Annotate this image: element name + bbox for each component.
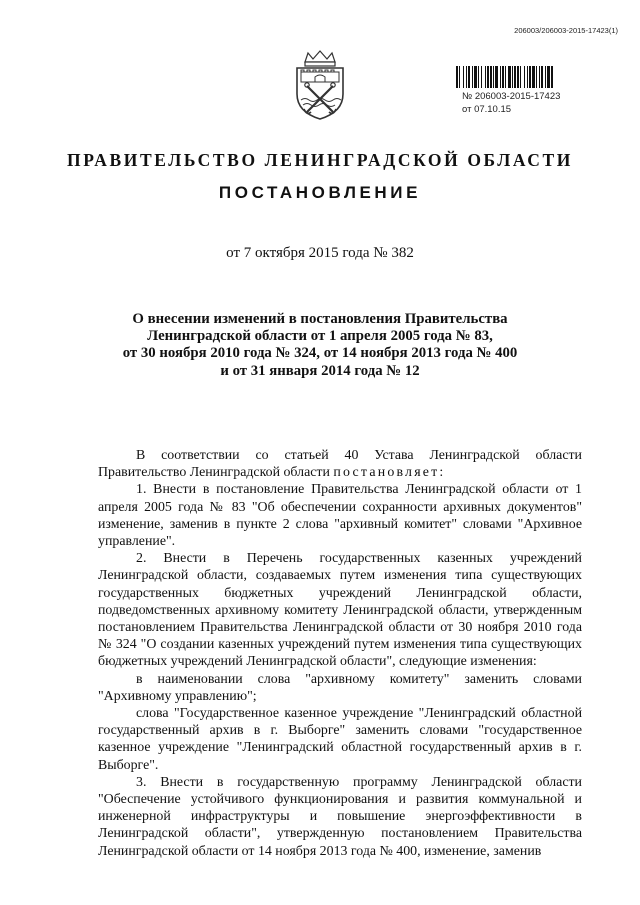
title-line: и от 31 января 2014 года № 12: [220, 362, 420, 379]
document-type: ПОСТАНОВЛЕНИЕ: [218, 183, 422, 202]
document-dateline: от 7 октября 2015 года № 382: [226, 245, 414, 261]
body-paragraph: слова "Государственное казенное учреждение "Ленинградский областной государственный архив в г. Выборге" заменить словами "государственное казенное учреждение "Ленинградский областной государственный архив в г. Выборге".: [98, 706, 582, 773]
title-line: Ленинградской области от 1 апреля 2005 года № 83,: [147, 328, 493, 345]
barcode: [455, 66, 620, 88]
intro-text: В соответствии со статьей 40 Устава Ленинградской области Правительство Ленинградской области: [98, 448, 582, 481]
body-paragraph: 1. Внести в постановление Правительства Ленинградской области от 1 апреля 2005 года № 83 "Об обеспечении сохранности архивных документов" изменение, заменив в пункте 2 слова "архивный комитет" словами "Архивное управление".: [98, 482, 582, 550]
document-title: [0, 311, 640, 380]
body-paragraph: в наименовании слова "архивному комитету" заменить словами "Архивному управлению";: [98, 671, 582, 704]
government-name: ПРАВИТЕЛЬСТВО ЛЕНИНГРАДСКОЙ ОБЛАСТИ: [66, 150, 574, 170]
registration-number: № 206003-2015-17423: [462, 91, 561, 102]
leningrad-oblast-coat-of-arms-icon: [291, 48, 349, 122]
body-paragraph: 2. Внести в Перечень государственных казенных учреждений Ленинградской области, создаваемых путем изменения типа существующих государственных бюджетных учреждений Ленинградской области, подведомственных архивному комитету Ленинградской области, утвержденным постановлением Правительства Ленинградской области от 30 ноября 2010 года № 324 "О создании казенных учреждений путем изменения типа существующих бюджетных учреждений Ленинградской области", следующие изменения:: [98, 551, 582, 670]
title-line: О внесении изменений в постановления Правительства: [132, 311, 508, 327]
intro-paragraph: [98, 447, 582, 481]
title-line: от 30 ноября 2010 года № 324, от 14 ноября 2013 года № 400: [122, 345, 518, 362]
document-body: [98, 447, 582, 860]
document-code: 206003/206003-2015-17423(1): [514, 26, 618, 35]
registration-date: от 07.10.15: [462, 104, 512, 115]
body-paragraph: 3. Внести в государственную программу Ленинградской области "Обеспечение устойчивого функционирования и развития коммунальной и инженерной инфраструктуры и повышение энергоэффективности в Ленинградской области", утвержденную постановлением Правительства Ленинградской области от 14 ноября 2013 года № 400, изменение, заменив: [98, 774, 582, 859]
intro-resolves: постановляет:: [333, 465, 446, 481]
